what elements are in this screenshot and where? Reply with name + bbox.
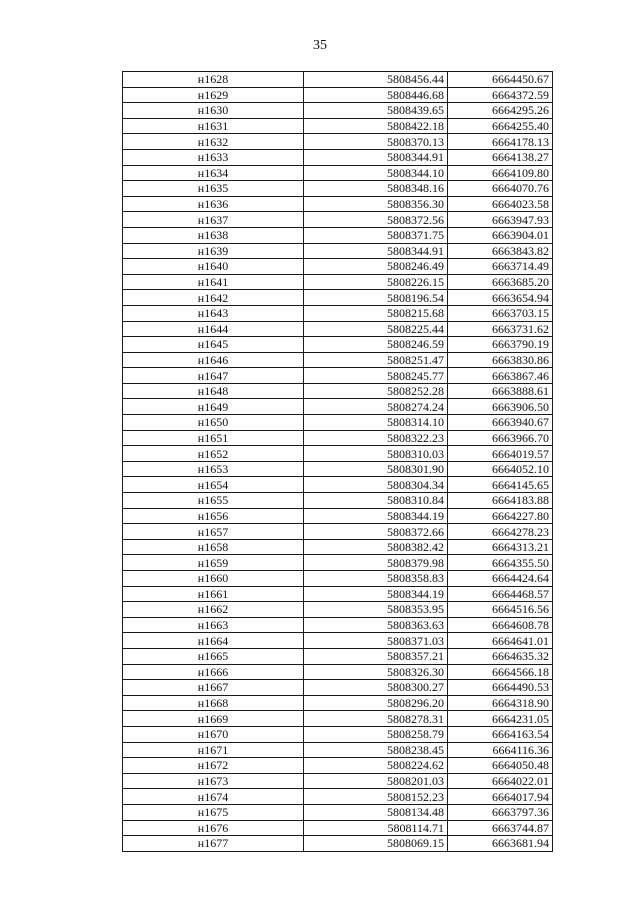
y-coordinate-cell: 6664163.54 bbox=[448, 726, 553, 742]
table-row bbox=[123, 321, 553, 337]
table-row bbox=[123, 633, 553, 649]
x-coordinate-cell: 5808456.44 bbox=[304, 72, 448, 88]
y-coordinate-cell: 6664050.48 bbox=[448, 758, 553, 774]
table-row bbox=[123, 789, 553, 805]
point-id-cell: н1634 bbox=[123, 165, 304, 181]
y-coordinate-cell: 6664355.50 bbox=[448, 555, 553, 571]
table-row bbox=[123, 290, 553, 306]
point-id-cell: н1646 bbox=[123, 352, 304, 368]
point-id-cell: н1633 bbox=[123, 149, 304, 165]
x-coordinate-cell: 5808274.24 bbox=[304, 399, 448, 415]
x-coordinate-cell: 5808372.66 bbox=[304, 524, 448, 540]
y-coordinate-cell: 6664178.13 bbox=[448, 134, 553, 150]
y-coordinate-cell: 6663947.93 bbox=[448, 212, 553, 228]
point-id-cell: н1641 bbox=[123, 274, 304, 290]
y-coordinate-cell: 6663703.15 bbox=[448, 305, 553, 321]
x-coordinate-cell: 5808152.23 bbox=[304, 789, 448, 805]
table-row bbox=[123, 118, 553, 134]
point-id-cell: н1661 bbox=[123, 586, 304, 602]
table-row bbox=[123, 508, 553, 524]
y-coordinate-cell: 6663843.82 bbox=[448, 243, 553, 259]
point-id-cell: н1662 bbox=[123, 602, 304, 618]
table-row bbox=[123, 103, 553, 119]
y-coordinate-cell: 6664070.76 bbox=[448, 181, 553, 197]
x-coordinate-cell: 5808238.45 bbox=[304, 742, 448, 758]
table-row bbox=[123, 352, 553, 368]
table-row bbox=[123, 368, 553, 384]
x-coordinate-cell: 5808353.95 bbox=[304, 602, 448, 618]
y-coordinate-cell: 6664372.59 bbox=[448, 87, 553, 103]
point-id-cell: н1652 bbox=[123, 446, 304, 462]
y-coordinate-cell: 6664278.23 bbox=[448, 524, 553, 540]
table-row bbox=[123, 196, 553, 212]
point-id-cell: н1632 bbox=[123, 134, 304, 150]
table-row bbox=[123, 602, 553, 618]
table-row bbox=[123, 820, 553, 836]
y-coordinate-cell: 6663681.94 bbox=[448, 836, 553, 852]
point-id-cell: н1674 bbox=[123, 789, 304, 805]
point-id-cell: н1659 bbox=[123, 555, 304, 571]
table-row bbox=[123, 571, 553, 587]
y-coordinate-cell: 6664255.40 bbox=[448, 118, 553, 134]
table-row bbox=[123, 555, 553, 571]
table-row bbox=[123, 726, 553, 742]
x-coordinate-cell: 5808245.77 bbox=[304, 368, 448, 384]
x-coordinate-cell: 5808114.71 bbox=[304, 820, 448, 836]
y-coordinate-cell: 6664608.78 bbox=[448, 617, 553, 633]
table-row bbox=[123, 836, 553, 852]
x-coordinate-cell: 5808379.98 bbox=[304, 555, 448, 571]
point-id-cell: н1650 bbox=[123, 415, 304, 431]
y-coordinate-cell: 6664227.80 bbox=[448, 508, 553, 524]
y-coordinate-cell: 6664183.88 bbox=[448, 493, 553, 509]
point-id-cell: н1671 bbox=[123, 742, 304, 758]
x-coordinate-cell: 5808348.16 bbox=[304, 181, 448, 197]
y-coordinate-cell: 6664116.36 bbox=[448, 742, 553, 758]
table-row bbox=[123, 181, 553, 197]
y-coordinate-cell: 6664566.18 bbox=[448, 664, 553, 680]
table-row bbox=[123, 87, 553, 103]
table-row bbox=[123, 493, 553, 509]
table-row bbox=[123, 524, 553, 540]
point-id-cell: н1645 bbox=[123, 337, 304, 353]
x-coordinate-cell: 5808251.47 bbox=[304, 352, 448, 368]
y-coordinate-cell: 6664023.58 bbox=[448, 196, 553, 212]
page-number: 35 bbox=[313, 38, 327, 53]
y-coordinate-cell: 6664468.57 bbox=[448, 586, 553, 602]
table-row bbox=[123, 134, 553, 150]
table-row bbox=[123, 680, 553, 696]
y-coordinate-cell: 6663904.01 bbox=[448, 227, 553, 243]
x-coordinate-cell: 5808224.62 bbox=[304, 758, 448, 774]
y-coordinate-cell: 6663744.87 bbox=[448, 820, 553, 836]
x-coordinate-cell: 5808356.30 bbox=[304, 196, 448, 212]
point-id-cell: н1668 bbox=[123, 695, 304, 711]
x-coordinate-cell: 5808225.44 bbox=[304, 321, 448, 337]
y-coordinate-cell: 6664450.67 bbox=[448, 72, 553, 88]
point-id-cell: н1670 bbox=[123, 726, 304, 742]
table-row bbox=[123, 742, 553, 758]
y-coordinate-cell: 6664641.01 bbox=[448, 633, 553, 649]
point-id-cell: н1640 bbox=[123, 259, 304, 275]
y-coordinate-cell: 6663714.49 bbox=[448, 259, 553, 275]
point-id-cell: н1664 bbox=[123, 633, 304, 649]
table-row bbox=[123, 711, 553, 727]
x-coordinate-cell: 5808371.75 bbox=[304, 227, 448, 243]
y-coordinate-cell: 6664052.10 bbox=[448, 461, 553, 477]
coordinates-table-body bbox=[123, 72, 553, 852]
y-coordinate-cell: 6664231.05 bbox=[448, 711, 553, 727]
x-coordinate-cell: 5808196.54 bbox=[304, 290, 448, 306]
y-coordinate-cell: 6663888.61 bbox=[448, 383, 553, 399]
point-id-cell: н1673 bbox=[123, 773, 304, 789]
table-row bbox=[123, 617, 553, 633]
x-coordinate-cell: 5808382.42 bbox=[304, 539, 448, 555]
y-coordinate-cell: 6664022.01 bbox=[448, 773, 553, 789]
y-coordinate-cell: 6663830.86 bbox=[448, 352, 553, 368]
y-coordinate-cell: 6664516.56 bbox=[448, 602, 553, 618]
y-coordinate-cell: 6663685.20 bbox=[448, 274, 553, 290]
y-coordinate-cell: 6663654.94 bbox=[448, 290, 553, 306]
y-coordinate-cell: 6663797.36 bbox=[448, 804, 553, 820]
point-id-cell: н1665 bbox=[123, 648, 304, 664]
point-id-cell: н1672 bbox=[123, 758, 304, 774]
y-coordinate-cell: 6664318.90 bbox=[448, 695, 553, 711]
y-coordinate-cell: 6664109.80 bbox=[448, 165, 553, 181]
x-coordinate-cell: 5808344.91 bbox=[304, 243, 448, 259]
point-id-cell: н1655 bbox=[123, 493, 304, 509]
table-row bbox=[123, 383, 553, 399]
y-coordinate-cell: 6663731.62 bbox=[448, 321, 553, 337]
y-coordinate-cell: 6664313.21 bbox=[448, 539, 553, 555]
point-id-cell: н1649 bbox=[123, 399, 304, 415]
table-row bbox=[123, 461, 553, 477]
x-coordinate-cell: 5808134.48 bbox=[304, 804, 448, 820]
point-id-cell: н1676 bbox=[123, 820, 304, 836]
x-coordinate-cell: 5808446.68 bbox=[304, 87, 448, 103]
point-id-cell: н1643 bbox=[123, 305, 304, 321]
x-coordinate-cell: 5808069.15 bbox=[304, 836, 448, 852]
point-id-cell: н1635 bbox=[123, 181, 304, 197]
y-coordinate-cell: 6664295.26 bbox=[448, 103, 553, 119]
table-row bbox=[123, 305, 553, 321]
point-id-cell: н1648 bbox=[123, 383, 304, 399]
y-coordinate-cell: 6664424.64 bbox=[448, 571, 553, 587]
table-row bbox=[123, 664, 553, 680]
coordinates-table bbox=[122, 71, 553, 852]
table-row bbox=[123, 243, 553, 259]
table-row bbox=[123, 773, 553, 789]
point-id-cell: н1651 bbox=[123, 430, 304, 446]
table-row bbox=[123, 212, 553, 228]
y-coordinate-cell: 6664490.53 bbox=[448, 680, 553, 696]
x-coordinate-cell: 5808258.79 bbox=[304, 726, 448, 742]
x-coordinate-cell: 5808422.18 bbox=[304, 118, 448, 134]
x-coordinate-cell: 5808201.03 bbox=[304, 773, 448, 789]
point-id-cell: н1642 bbox=[123, 290, 304, 306]
x-coordinate-cell: 5808322.23 bbox=[304, 430, 448, 446]
table-row bbox=[123, 149, 553, 165]
x-coordinate-cell: 5808215.68 bbox=[304, 305, 448, 321]
y-coordinate-cell: 6664145.65 bbox=[448, 477, 553, 493]
y-coordinate-cell: 6663940.67 bbox=[448, 415, 553, 431]
table-row bbox=[123, 804, 553, 820]
x-coordinate-cell: 5808252.28 bbox=[304, 383, 448, 399]
x-coordinate-cell: 5808344.19 bbox=[304, 508, 448, 524]
point-id-cell: н1653 bbox=[123, 461, 304, 477]
table-row bbox=[123, 259, 553, 275]
x-coordinate-cell: 5808372.56 bbox=[304, 212, 448, 228]
x-coordinate-cell: 5808310.03 bbox=[304, 446, 448, 462]
table-row bbox=[123, 586, 553, 602]
x-coordinate-cell: 5808344.91 bbox=[304, 149, 448, 165]
table-row bbox=[123, 415, 553, 431]
table-row bbox=[123, 446, 553, 462]
x-coordinate-cell: 5808310.84 bbox=[304, 493, 448, 509]
x-coordinate-cell: 5808314.10 bbox=[304, 415, 448, 431]
x-coordinate-cell: 5808358.83 bbox=[304, 571, 448, 587]
x-coordinate-cell: 5808226.15 bbox=[304, 274, 448, 290]
y-coordinate-cell: 6663906.50 bbox=[448, 399, 553, 415]
table-row bbox=[123, 399, 553, 415]
table-row bbox=[123, 695, 553, 711]
x-coordinate-cell: 5808357.21 bbox=[304, 648, 448, 664]
y-coordinate-cell: 6664019.57 bbox=[448, 446, 553, 462]
x-coordinate-cell: 5808246.49 bbox=[304, 259, 448, 275]
point-id-cell: н1628 bbox=[123, 72, 304, 88]
table-row bbox=[123, 758, 553, 774]
y-coordinate-cell: 6663790.19 bbox=[448, 337, 553, 353]
point-id-cell: н1669 bbox=[123, 711, 304, 727]
table-row bbox=[123, 648, 553, 664]
x-coordinate-cell: 5808300.27 bbox=[304, 680, 448, 696]
point-id-cell: н1637 bbox=[123, 212, 304, 228]
table-row bbox=[123, 165, 553, 181]
point-id-cell: н1656 bbox=[123, 508, 304, 524]
point-id-cell: н1658 bbox=[123, 539, 304, 555]
x-coordinate-cell: 5808326.30 bbox=[304, 664, 448, 680]
point-id-cell: н1644 bbox=[123, 321, 304, 337]
table-row bbox=[123, 477, 553, 493]
x-coordinate-cell: 5808296.20 bbox=[304, 695, 448, 711]
point-id-cell: н1636 bbox=[123, 196, 304, 212]
point-id-cell: н1638 bbox=[123, 227, 304, 243]
point-id-cell: н1660 bbox=[123, 571, 304, 587]
point-id-cell: н1663 bbox=[123, 617, 304, 633]
table-row bbox=[123, 72, 553, 88]
x-coordinate-cell: 5808278.31 bbox=[304, 711, 448, 727]
x-coordinate-cell: 5808363.63 bbox=[304, 617, 448, 633]
point-id-cell: н1666 bbox=[123, 664, 304, 680]
point-id-cell: н1675 bbox=[123, 804, 304, 820]
x-coordinate-cell: 5808439.65 bbox=[304, 103, 448, 119]
y-coordinate-cell: 6663867.46 bbox=[448, 368, 553, 384]
point-id-cell: н1631 bbox=[123, 118, 304, 134]
point-id-cell: н1647 bbox=[123, 368, 304, 384]
table-row bbox=[123, 539, 553, 555]
x-coordinate-cell: 5808304.34 bbox=[304, 477, 448, 493]
point-id-cell: н1654 bbox=[123, 477, 304, 493]
table-row bbox=[123, 274, 553, 290]
y-coordinate-cell: 6663966.70 bbox=[448, 430, 553, 446]
y-coordinate-cell: 6664635.32 bbox=[448, 648, 553, 664]
point-id-cell: н1639 bbox=[123, 243, 304, 259]
point-id-cell: н1677 bbox=[123, 836, 304, 852]
x-coordinate-cell: 5808246.59 bbox=[304, 337, 448, 353]
point-id-cell: н1667 bbox=[123, 680, 304, 696]
x-coordinate-cell: 5808301.90 bbox=[304, 461, 448, 477]
y-coordinate-cell: 6664017.94 bbox=[448, 789, 553, 805]
table-row bbox=[123, 227, 553, 243]
y-coordinate-cell: 6664138.27 bbox=[448, 149, 553, 165]
x-coordinate-cell: 5808371.03 bbox=[304, 633, 448, 649]
point-id-cell: н1657 bbox=[123, 524, 304, 540]
table-row bbox=[123, 337, 553, 353]
point-id-cell: н1630 bbox=[123, 103, 304, 119]
table-row bbox=[123, 430, 553, 446]
point-id-cell: н1629 bbox=[123, 87, 304, 103]
x-coordinate-cell: 5808370.13 bbox=[304, 134, 448, 150]
x-coordinate-cell: 5808344.19 bbox=[304, 586, 448, 602]
x-coordinate-cell: 5808344.10 bbox=[304, 165, 448, 181]
